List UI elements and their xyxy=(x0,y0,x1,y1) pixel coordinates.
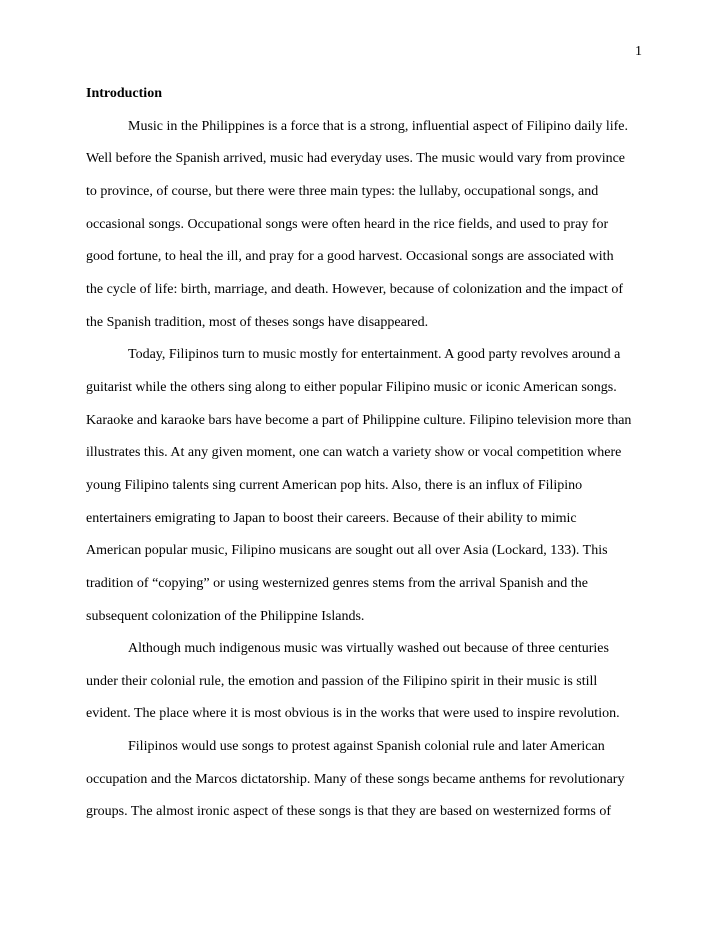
text-line: Although much indigenous music was virtually washed out because of three centuries xyxy=(128,641,609,657)
text-line: the Spanish tradition, most of theses songs have disappeared. xyxy=(86,314,429,330)
text-line: Well before the Spanish arrived, music had everyday uses. The music would vary from province xyxy=(86,151,626,167)
text-line: good fortune, to heal the ill, and pray for a good harvest. Occasional songs are associated with xyxy=(86,249,614,265)
text-line: Karaoke and karaoke bars have become a part of Philippine culture. Filipino television more than xyxy=(86,412,632,428)
text-line: young Filipino talents sing current American pop hits. Also, there is an influx of Filipino xyxy=(86,477,583,493)
text-line: American popular music, Filipino musicans are sought out all over Asia (Lockard, 133). This xyxy=(86,543,608,559)
body-text xyxy=(86,84,656,835)
text-line: entertainers emigrating to Japan to boost their careers. Because of their ability to mimic xyxy=(86,510,577,526)
text-line: groups. The almost ironic aspect of these songs is that they are based on westernized forms of xyxy=(86,804,611,820)
text-line: tradition of “copying” or using westernized genres stems from the arrival Spanish and the xyxy=(86,575,588,591)
section-heading: Introduction xyxy=(86,86,162,101)
text-line: under their colonial rule, the emotion and passion of the Filipino spirit in their music is still xyxy=(86,673,598,689)
text-line: subsequent colonization of the Philippine Islands. xyxy=(86,608,365,624)
text-line: Music in the Philippines is a force that is a strong, influential aspect of Filipino daily life. xyxy=(128,118,629,134)
text-line: occupation and the Marcos dictatorship. Many of these songs became anthems for revolutionary xyxy=(86,771,625,787)
text-line: Today, Filipinos turn to music mostly for entertainment. A good party revolves around a xyxy=(128,347,621,363)
text-line: Filipinos would use songs to protest against Spanish colonial rule and later American xyxy=(128,739,605,755)
text-line: guitarist while the others sing along to either popular Filipino music or iconic American songs. xyxy=(86,379,617,395)
text-line: occasional songs. Occupational songs were often heard in the rice fields, and used to pray for xyxy=(86,216,609,232)
page-number: 1 xyxy=(635,44,642,59)
text-line: the cycle of life: birth, marriage, and death. However, because of colonization and the impact of xyxy=(86,281,624,297)
text-line: to province, of course, but there were three main types: the lullaby, occupational songs, and xyxy=(86,183,599,199)
text-line: illustrates this. At any given moment, one can watch a variety show or vocal competition where xyxy=(86,445,622,461)
text-line: evident. The place where it is most obvious is in the works that were used to inspire revolution. xyxy=(86,706,620,722)
